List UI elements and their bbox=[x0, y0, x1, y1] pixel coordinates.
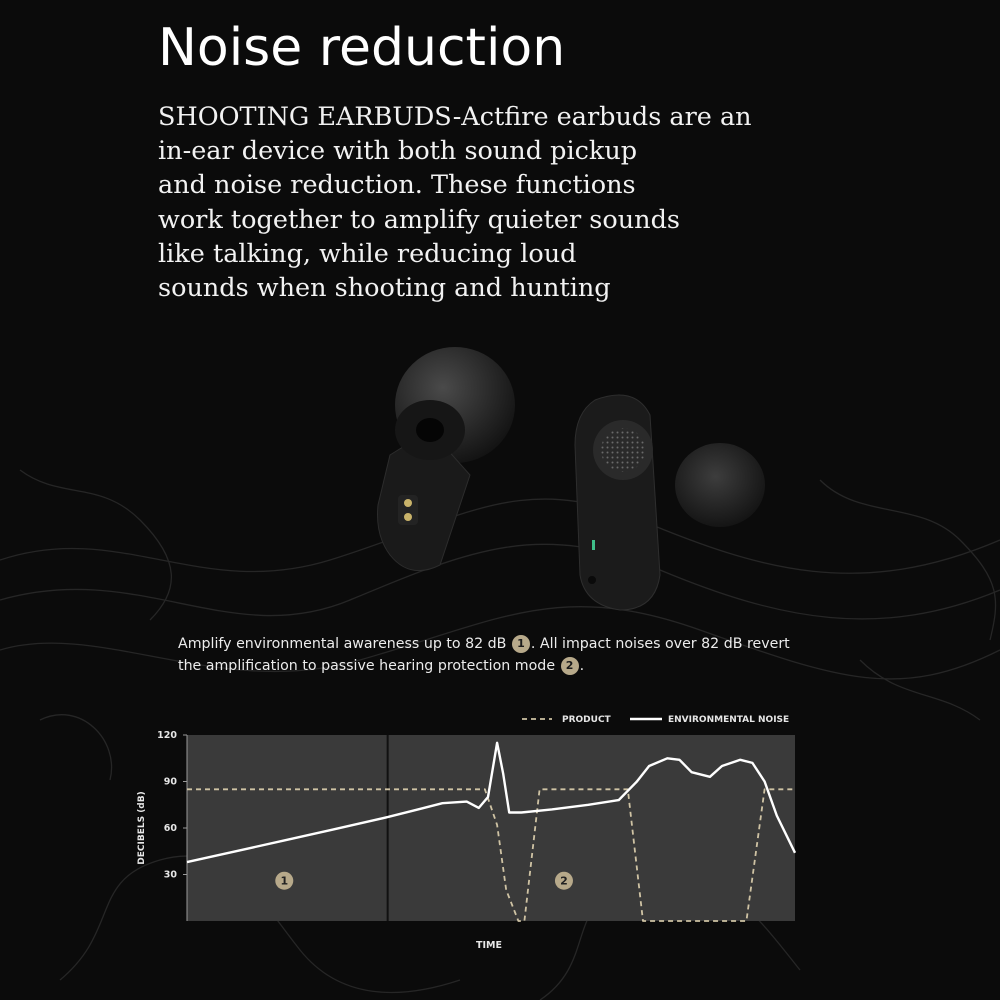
plot-area bbox=[187, 735, 795, 921]
earbuds-image bbox=[360, 335, 780, 625]
amplification-caption bbox=[178, 633, 798, 677]
caption-text-3: . bbox=[579, 658, 585, 674]
right-earbud bbox=[575, 395, 765, 610]
caption-text-2: . All impact noises over 82 dB revert the amplification to passive hearing protection mode bbox=[178, 636, 790, 674]
left-earbud bbox=[378, 347, 516, 571]
x-axis-label: TIME bbox=[476, 940, 502, 951]
caption-text-1: Amplify environmental awareness up to 82 dB bbox=[178, 636, 507, 652]
zone-badge-label: 2 bbox=[560, 874, 568, 888]
y-tick-label: 120 bbox=[157, 730, 177, 741]
y-tick-label: 30 bbox=[163, 869, 177, 881]
product-description: SHOOTING EARBUDS-Actfire earbuds are an in-ear device with both sound pickup and noise reduction. These functions work together to amplify quieter sounds like talking, while reducing loud sounds when shooting and hunting bbox=[158, 102, 752, 304]
zone-2-badge: 2 bbox=[561, 657, 579, 675]
zone-badge-label: 1 bbox=[280, 874, 289, 888]
legend-product-label: PRODUCT bbox=[562, 715, 611, 725]
legend-noise-label: ENVIRONMENTAL NOISE bbox=[668, 715, 790, 725]
y-axis-label: DECIBELS (dB) bbox=[137, 791, 147, 865]
y-tick-label: 60 bbox=[163, 823, 177, 834]
y-tick-label: 90 bbox=[163, 776, 177, 788]
decibel-chart bbox=[130, 710, 810, 960]
page-title: Noise reduction bbox=[158, 18, 566, 78]
zone-1-badge: 1 bbox=[512, 635, 530, 653]
